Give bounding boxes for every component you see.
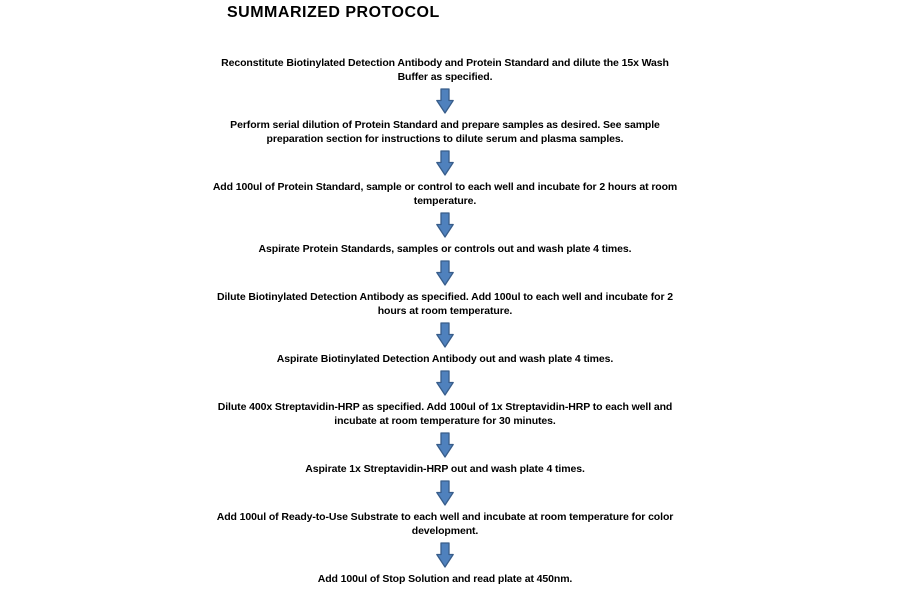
- down-arrow-icon: [436, 370, 454, 396]
- flow-column: [212, 56, 678, 586]
- protocol-step-3: Add 100ul of Protein Standard, sample or control to each well and incubate for 2 hours at room temperature.: [212, 181, 678, 207]
- down-arrow-shape: [437, 433, 453, 457]
- protocol-step-7: Dilute 400x Streptavidin-HRP as specified. Add 100ul of 1x Streptavidin-HRP to each well and incubate at room temperature for 30 minutes.: [217, 401, 673, 427]
- protocol-step-6: Aspirate Biotinylated Detection Antibody out and wash plate 4 times.: [276, 353, 614, 365]
- down-arrow-icon: [436, 542, 454, 568]
- down-arrow-shape: [437, 151, 453, 175]
- protocol-step-9: Add 100ul of Ready-to-Use Substrate to each well and incubate at room temperature for color development.: [216, 511, 674, 537]
- down-arrow-shape: [437, 261, 453, 285]
- protocol-step-10: Add 100ul of Stop Solution and read plate at 450nm.: [317, 573, 573, 585]
- down-arrow-icon: [436, 88, 454, 114]
- protocol-step-5: Dilute Biotinylated Detection Antibody as specified. Add 100ul to each well and incubate for 2 hours at room temperature.: [217, 291, 673, 317]
- down-arrow-shape: [437, 481, 453, 505]
- protocol-step-1: Reconstitute Biotinylated Detection Antibody and Protein Standard and dilute the 15x Wash Buffer as specified.: [221, 57, 669, 83]
- down-arrow-shape: [437, 371, 453, 395]
- protocol-step-8: Aspirate 1x Streptavidin-HRP out and wash plate 4 times.: [305, 463, 585, 475]
- down-arrow-icon: [436, 150, 454, 176]
- page-title: SUMMARIZED PROTOCOL: [227, 4, 440, 21]
- protocol-step-2: Perform serial dilution of Protein Standard and prepare samples as desired. See sample preparation section for instructions to dilute serum and plasma samples.: [230, 119, 660, 145]
- protocol-step-4: Aspirate Protein Standards, samples or controls out and wash plate 4 times.: [258, 243, 632, 255]
- down-arrow-icon: [436, 432, 454, 458]
- down-arrow-shape: [437, 213, 453, 237]
- down-arrow-shape: [437, 89, 453, 113]
- down-arrow-icon: [436, 322, 454, 348]
- down-arrow-shape: [437, 323, 453, 347]
- down-arrow-icon: [436, 480, 454, 506]
- down-arrow-shape: [437, 543, 453, 567]
- down-arrow-icon: [436, 260, 454, 286]
- down-arrow-icon: [436, 212, 454, 238]
